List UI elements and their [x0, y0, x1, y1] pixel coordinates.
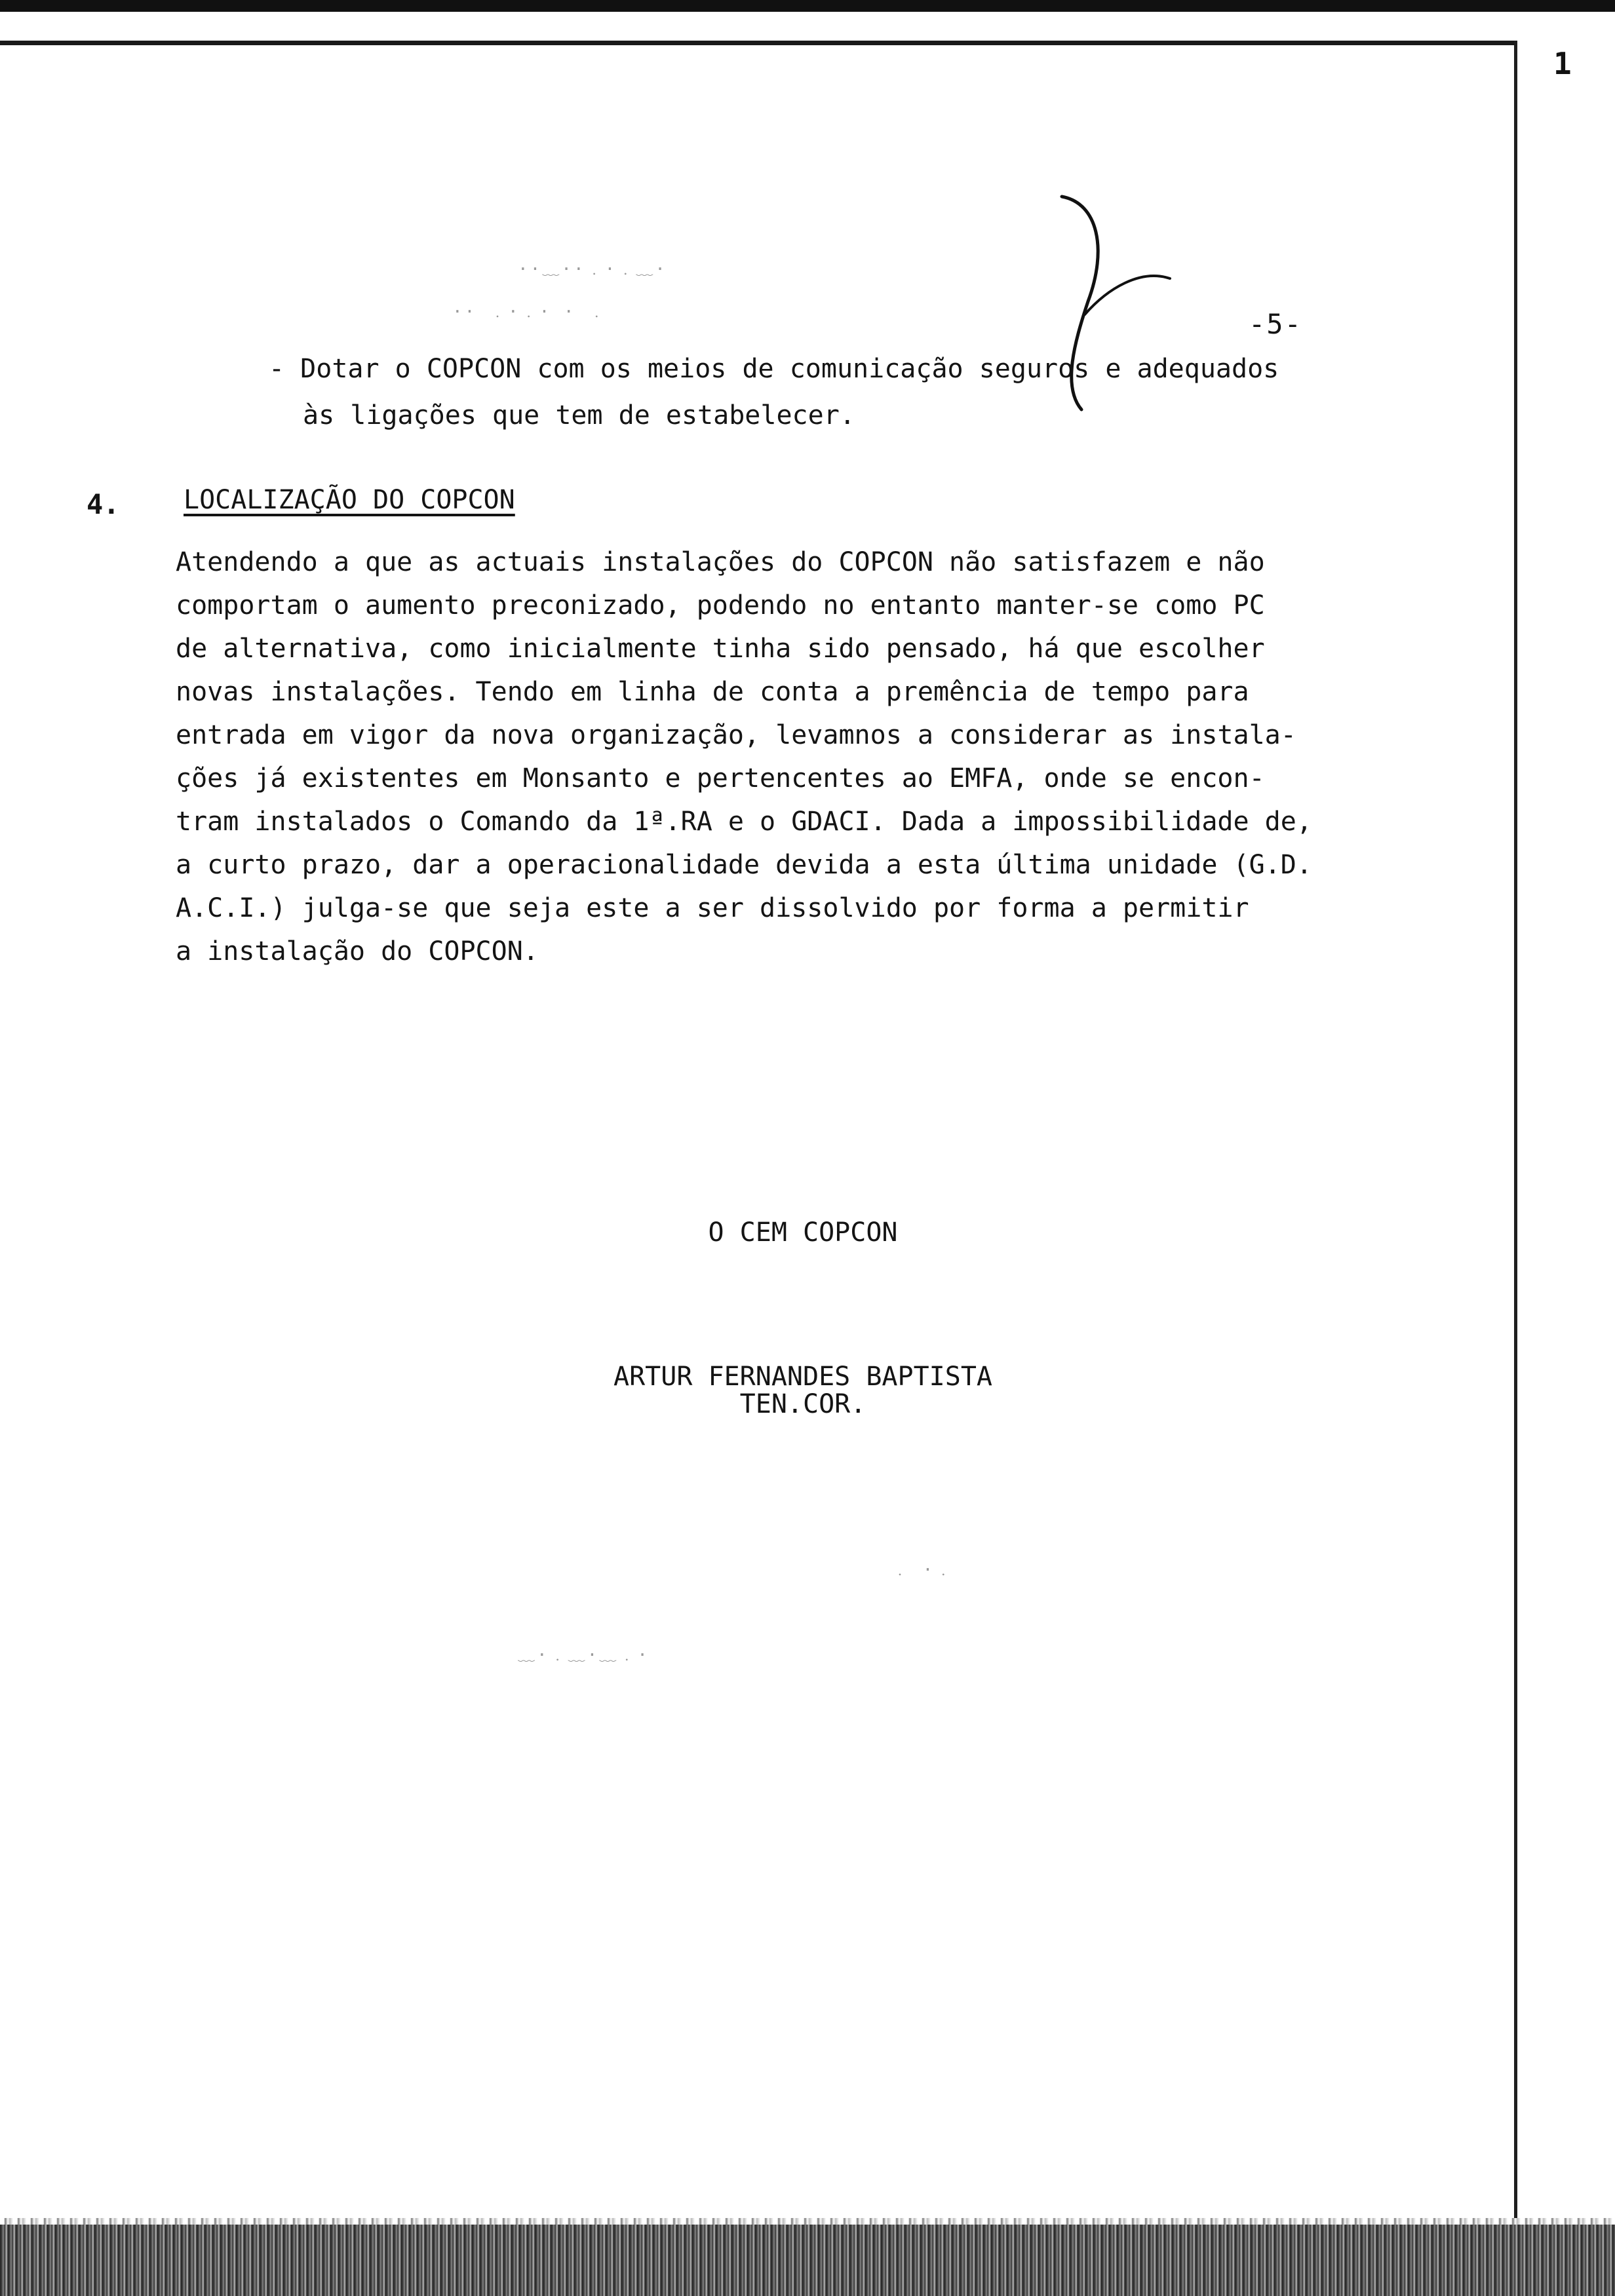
signature-name: ARTUR FERNANDES BAPTISTA	[613, 1362, 992, 1392]
paragraph-line: novas instalações. Tendo em linha de conta a premência de tempo para	[176, 677, 1249, 707]
page-right-border	[1514, 41, 1517, 2242]
paragraph-line: a instalação do COPCON.	[176, 936, 539, 966]
section-title: LOCALIZAÇÃO DO COPCON	[184, 485, 515, 515]
ink-smudge: ﹏·﹒﹏·﹏﹒·	[518, 1645, 650, 1665]
paragraph-line: entrada em vigor da nova organização, levamnos a considerar as instala-	[176, 720, 1296, 750]
bullet-item-line: às ligações que tem de estabelecer.	[303, 400, 855, 430]
paragraph-line: tram instalados o Comando da 1ª.RA e o GDACI. Dada a impossibilidade de,	[176, 807, 1312, 837]
paragraph-line: A.C.I.) julga-se que seja este a ser dissolvido por forma a permitir	[176, 893, 1249, 923]
ink-smudge: ·· ﹒·﹒· · ﹒	[452, 302, 608, 322]
paragraph-line: Atendendo a que as actuais instalações do COPCON não satisfazem e não	[176, 547, 1265, 577]
page-number: -5-	[1249, 308, 1302, 340]
page-top-border	[0, 41, 1514, 45]
scan-bottom-edge	[0, 2225, 1615, 2296]
ink-smudge: ﹒ ·﹒	[891, 1560, 954, 1580]
signature-title: O CEM COPCON	[708, 1217, 898, 1248]
paragraph-line: comportam o aumento preconizado, podendo no entanto manter-se como PC	[176, 590, 1265, 621]
paragraph-line: de alternativa, como inicialmente tinha sido pensado, há que escolher	[176, 634, 1265, 664]
signature-rank: TEN.COR.	[739, 1389, 866, 1419]
scan-top-edge	[0, 0, 1615, 12]
section-paragraph	[176, 541, 1312, 973]
ink-smudge: ··﹏··﹒·﹒﹏·	[518, 259, 667, 279]
bullet-item-line: - Dotar o COPCON com os meios de comunicação seguros e adequados	[269, 354, 1279, 384]
corner-mark: 1	[1553, 46, 1572, 81]
paragraph-line: ções já existentes em Monsanto e pertencentes ao EMFA, onde se encon-	[176, 763, 1265, 794]
paragraph-line: a curto prazo, dar a operacionalidade devida a esta última unidade (G.D.	[176, 850, 1312, 880]
section-number: 4.	[87, 488, 120, 520]
